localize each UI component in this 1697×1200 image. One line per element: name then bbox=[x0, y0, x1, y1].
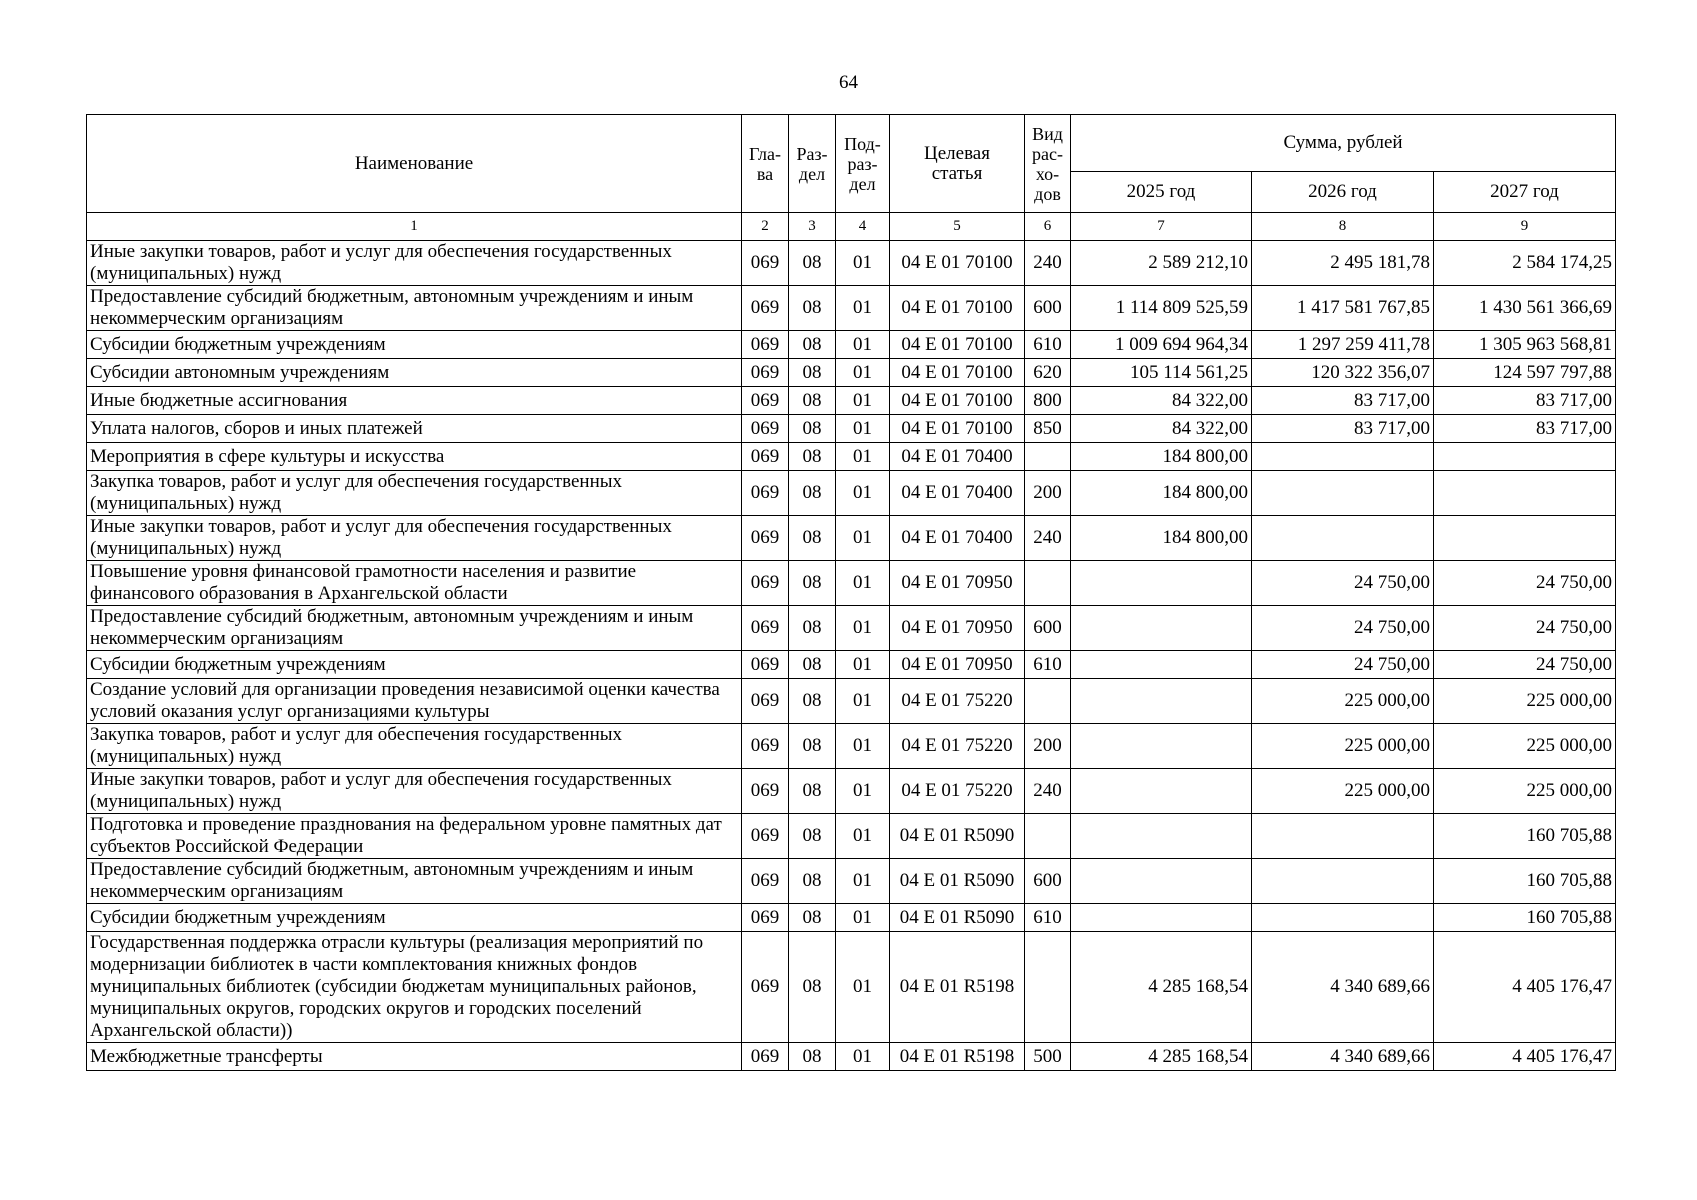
cell-glava: 069 bbox=[742, 516, 789, 561]
cell-amount-2027 bbox=[1434, 516, 1616, 561]
cell-glava: 069 bbox=[742, 387, 789, 415]
cell-podrazdel: 01 bbox=[836, 241, 890, 286]
header-year-2025: 2025 год bbox=[1071, 172, 1252, 213]
cell-razdel: 08 bbox=[789, 241, 836, 286]
header-podrazdel: Под- раз- дел bbox=[836, 115, 890, 213]
cell-amount-2026 bbox=[1252, 904, 1434, 932]
cell-podrazdel: 01 bbox=[836, 359, 890, 387]
cell-celevaya: 04 Е 01 70950 bbox=[890, 561, 1025, 606]
cell-amount-2025 bbox=[1071, 606, 1252, 651]
cell-amount-2025: 184 800,00 bbox=[1071, 516, 1252, 561]
cell-razdel: 08 bbox=[789, 443, 836, 471]
cell-glava: 069 bbox=[742, 814, 789, 859]
cell-podrazdel: 01 bbox=[836, 904, 890, 932]
cell-glava: 069 bbox=[742, 904, 789, 932]
cell-amount-2027: 225 000,00 bbox=[1434, 679, 1616, 724]
table-body bbox=[87, 241, 1616, 1071]
cell-razdel: 08 bbox=[789, 724, 836, 769]
column-number: 8 bbox=[1252, 213, 1434, 241]
cell-name: Подготовка и проведение празднования на федеральном уровне памятных дат субъектов Российской Федерации bbox=[87, 814, 742, 859]
cell-podrazdel: 01 bbox=[836, 415, 890, 443]
table-row bbox=[87, 814, 1616, 859]
cell-amount-2026: 225 000,00 bbox=[1252, 679, 1434, 724]
cell-celevaya: 04 Е 01 70100 bbox=[890, 415, 1025, 443]
cell-vid: 240 bbox=[1025, 769, 1071, 814]
cell-podrazdel: 01 bbox=[836, 286, 890, 331]
cell-glava: 069 bbox=[742, 359, 789, 387]
header-year-2026: 2026 год bbox=[1252, 172, 1434, 213]
cell-amount-2027: 1 305 963 568,81 bbox=[1434, 331, 1616, 359]
cell-amount-2025 bbox=[1071, 769, 1252, 814]
cell-amount-2027: 4 405 176,47 bbox=[1434, 1043, 1616, 1071]
cell-celevaya: 04 Е 01 70400 bbox=[890, 471, 1025, 516]
cell-amount-2026: 24 750,00 bbox=[1252, 606, 1434, 651]
table-row bbox=[87, 387, 1616, 415]
cell-amount-2026 bbox=[1252, 859, 1434, 904]
cell-name: Субсидии бюджетным учреждениям bbox=[87, 331, 742, 359]
cell-name: Предоставление субсидий бюджетным, автономным учреждениям и иным некоммерческим организациям bbox=[87, 286, 742, 331]
cell-vid bbox=[1025, 932, 1071, 1043]
cell-celevaya: 04 Е 01 70950 bbox=[890, 606, 1025, 651]
column-number: 4 bbox=[836, 213, 890, 241]
cell-celevaya: 04 Е 01 70100 bbox=[890, 331, 1025, 359]
cell-celevaya: 04 Е 01 70400 bbox=[890, 443, 1025, 471]
cell-glava: 069 bbox=[742, 415, 789, 443]
column-number: 2 bbox=[742, 213, 789, 241]
table-row bbox=[87, 471, 1616, 516]
cell-vid bbox=[1025, 679, 1071, 724]
cell-amount-2026 bbox=[1252, 516, 1434, 561]
cell-glava: 069 bbox=[742, 651, 789, 679]
cell-podrazdel: 01 bbox=[836, 471, 890, 516]
column-number: 1 bbox=[87, 213, 742, 241]
cell-amount-2025 bbox=[1071, 561, 1252, 606]
cell-amount-2027: 1 430 561 366,69 bbox=[1434, 286, 1616, 331]
cell-name: Государственная поддержка отрасли культуры (реализация мероприятий по модернизации библиотек в части комплектования книжных фондов муниципальных библиотек (субсидии бюджетам муниципальных районов, муниципальных округов, городских округов и городских поселений Архангельской области)) bbox=[87, 932, 742, 1043]
column-number: 3 bbox=[789, 213, 836, 241]
cell-amount-2026: 1 297 259 411,78 bbox=[1252, 331, 1434, 359]
cell-name: Закупка товаров, работ и услуг для обеспечения государственных (муниципальных) нужд bbox=[87, 471, 742, 516]
column-number-row bbox=[87, 213, 1616, 241]
cell-amount-2026: 24 750,00 bbox=[1252, 651, 1434, 679]
cell-amount-2026 bbox=[1252, 814, 1434, 859]
budget-table bbox=[86, 114, 1616, 1071]
cell-amount-2027: 24 750,00 bbox=[1434, 561, 1616, 606]
cell-razdel: 08 bbox=[789, 606, 836, 651]
table-row bbox=[87, 904, 1616, 932]
table-row bbox=[87, 679, 1616, 724]
cell-glava: 069 bbox=[742, 932, 789, 1043]
header-celevaya: Целевая статья bbox=[890, 115, 1025, 213]
cell-amount-2026: 120 322 356,07 bbox=[1252, 359, 1434, 387]
header-year-2027: 2027 год bbox=[1434, 172, 1616, 213]
cell-vid bbox=[1025, 814, 1071, 859]
cell-vid: 620 bbox=[1025, 359, 1071, 387]
cell-amount-2025: 2 589 212,10 bbox=[1071, 241, 1252, 286]
cell-amount-2027: 83 717,00 bbox=[1434, 415, 1616, 443]
header-glava: Гла- ва bbox=[742, 115, 789, 213]
cell-vid: 610 bbox=[1025, 904, 1071, 932]
cell-razdel: 08 bbox=[789, 932, 836, 1043]
cell-amount-2025: 84 322,00 bbox=[1071, 387, 1252, 415]
cell-razdel: 08 bbox=[789, 904, 836, 932]
table-row bbox=[87, 415, 1616, 443]
cell-amount-2027: 83 717,00 bbox=[1434, 387, 1616, 415]
cell-podrazdel: 01 bbox=[836, 932, 890, 1043]
cell-name: Иные закупки товаров, работ и услуг для обеспечения государственных (муниципальных) нужд bbox=[87, 516, 742, 561]
cell-vid: 200 bbox=[1025, 471, 1071, 516]
cell-vid bbox=[1025, 561, 1071, 606]
cell-razdel: 08 bbox=[789, 415, 836, 443]
cell-glava: 069 bbox=[742, 286, 789, 331]
cell-glava: 069 bbox=[742, 443, 789, 471]
cell-amount-2026: 4 340 689,66 bbox=[1252, 1043, 1434, 1071]
cell-razdel: 08 bbox=[789, 651, 836, 679]
cell-celevaya: 04 Е 01 70400 bbox=[890, 516, 1025, 561]
header-vid: Вид рас- хо- дов bbox=[1025, 115, 1071, 213]
cell-amount-2025: 105 114 561,25 bbox=[1071, 359, 1252, 387]
cell-amount-2027: 2 584 174,25 bbox=[1434, 241, 1616, 286]
cell-amount-2026 bbox=[1252, 471, 1434, 516]
cell-amount-2026 bbox=[1252, 443, 1434, 471]
cell-glava: 069 bbox=[742, 241, 789, 286]
cell-vid: 600 bbox=[1025, 606, 1071, 651]
cell-celevaya: 04 Е 01 R5198 bbox=[890, 1043, 1025, 1071]
cell-podrazdel: 01 bbox=[836, 1043, 890, 1071]
cell-celevaya: 04 Е 01 75220 bbox=[890, 769, 1025, 814]
cell-celevaya: 04 Е 01 R5090 bbox=[890, 814, 1025, 859]
table-row bbox=[87, 443, 1616, 471]
cell-name: Иные закупки товаров, работ и услуг для обеспечения государственных (муниципальных) нужд bbox=[87, 241, 742, 286]
column-number: 7 bbox=[1071, 213, 1252, 241]
cell-podrazdel: 01 bbox=[836, 724, 890, 769]
cell-glava: 069 bbox=[742, 331, 789, 359]
table-row bbox=[87, 932, 1616, 1043]
cell-name: Субсидии бюджетным учреждениям bbox=[87, 651, 742, 679]
cell-amount-2025: 4 285 168,54 bbox=[1071, 1043, 1252, 1071]
cell-celevaya: 04 Е 01 70100 bbox=[890, 241, 1025, 286]
cell-amount-2025 bbox=[1071, 679, 1252, 724]
cell-razdel: 08 bbox=[789, 516, 836, 561]
cell-amount-2025: 4 285 168,54 bbox=[1071, 932, 1252, 1043]
page-number: 64 bbox=[839, 72, 858, 93]
cell-amount-2026: 83 717,00 bbox=[1252, 387, 1434, 415]
cell-name: Предоставление субсидий бюджетным, автономным учреждениям и иным некоммерческим организациям bbox=[87, 606, 742, 651]
cell-name: Повышение уровня финансовой грамотности населения и развитие финансового образования в Архангельской области bbox=[87, 561, 742, 606]
cell-glava: 069 bbox=[742, 1043, 789, 1071]
cell-podrazdel: 01 bbox=[836, 679, 890, 724]
cell-name: Мероприятия в сфере культуры и искусства bbox=[87, 443, 742, 471]
cell-vid: 610 bbox=[1025, 651, 1071, 679]
cell-celevaya: 04 Е 01 R5090 bbox=[890, 904, 1025, 932]
cell-razdel: 08 bbox=[789, 387, 836, 415]
cell-vid: 240 bbox=[1025, 241, 1071, 286]
cell-podrazdel: 01 bbox=[836, 561, 890, 606]
header-name: Наименование bbox=[87, 115, 742, 213]
cell-podrazdel: 01 bbox=[836, 651, 890, 679]
cell-amount-2025 bbox=[1071, 651, 1252, 679]
cell-celevaya: 04 Е 01 70100 bbox=[890, 387, 1025, 415]
cell-name: Иные бюджетные ассигнования bbox=[87, 387, 742, 415]
cell-celevaya: 04 Е 01 R5090 bbox=[890, 859, 1025, 904]
cell-glava: 069 bbox=[742, 859, 789, 904]
table-row bbox=[87, 859, 1616, 904]
cell-amount-2025: 184 800,00 bbox=[1071, 471, 1252, 516]
cell-razdel: 08 bbox=[789, 331, 836, 359]
cell-amount-2026: 4 340 689,66 bbox=[1252, 932, 1434, 1043]
cell-glava: 069 bbox=[742, 561, 789, 606]
cell-amount-2025: 84 322,00 bbox=[1071, 415, 1252, 443]
cell-name: Межбюджетные трансферты bbox=[87, 1043, 742, 1071]
cell-podrazdel: 01 bbox=[836, 769, 890, 814]
table-row bbox=[87, 516, 1616, 561]
cell-celevaya: 04 Е 01 70100 bbox=[890, 286, 1025, 331]
table-row bbox=[87, 286, 1616, 331]
column-number: 5 bbox=[890, 213, 1025, 241]
cell-celevaya: 04 Е 01 70950 bbox=[890, 651, 1025, 679]
cell-amount-2025 bbox=[1071, 814, 1252, 859]
table-row bbox=[87, 359, 1616, 387]
cell-amount-2027: 225 000,00 bbox=[1434, 724, 1616, 769]
cell-amount-2027: 24 750,00 bbox=[1434, 651, 1616, 679]
cell-amount-2027 bbox=[1434, 471, 1616, 516]
cell-amount-2027: 4 405 176,47 bbox=[1434, 932, 1616, 1043]
cell-amount-2025: 184 800,00 bbox=[1071, 443, 1252, 471]
table-row bbox=[87, 561, 1616, 606]
cell-razdel: 08 bbox=[789, 286, 836, 331]
cell-name: Субсидии бюджетным учреждениям bbox=[87, 904, 742, 932]
cell-vid: 600 bbox=[1025, 286, 1071, 331]
cell-amount-2026: 83 717,00 bbox=[1252, 415, 1434, 443]
cell-name: Создание условий для организации проведения независимой оценки качества условий оказания услуг организациями культуры bbox=[87, 679, 742, 724]
cell-vid: 610 bbox=[1025, 331, 1071, 359]
cell-amount-2025 bbox=[1071, 904, 1252, 932]
table-row bbox=[87, 606, 1616, 651]
cell-name: Иные закупки товаров, работ и услуг для обеспечения государственных (муниципальных) нужд bbox=[87, 769, 742, 814]
cell-name: Субсидии автономным учреждениям bbox=[87, 359, 742, 387]
cell-razdel: 08 bbox=[789, 359, 836, 387]
column-number: 6 bbox=[1025, 213, 1071, 241]
cell-glava: 069 bbox=[742, 769, 789, 814]
cell-amount-2026: 1 417 581 767,85 bbox=[1252, 286, 1434, 331]
cell-podrazdel: 01 bbox=[836, 331, 890, 359]
cell-glava: 069 bbox=[742, 606, 789, 651]
cell-razdel: 08 bbox=[789, 769, 836, 814]
cell-celevaya: 04 Е 01 75220 bbox=[890, 724, 1025, 769]
cell-amount-2027: 160 705,88 bbox=[1434, 814, 1616, 859]
cell-glava: 069 bbox=[742, 724, 789, 769]
cell-podrazdel: 01 bbox=[836, 387, 890, 415]
cell-podrazdel: 01 bbox=[836, 814, 890, 859]
cell-amount-2027: 24 750,00 bbox=[1434, 606, 1616, 651]
cell-razdel: 08 bbox=[789, 561, 836, 606]
cell-razdel: 08 bbox=[789, 814, 836, 859]
cell-amount-2027: 124 597 797,88 bbox=[1434, 359, 1616, 387]
cell-podrazdel: 01 bbox=[836, 516, 890, 561]
cell-amount-2025 bbox=[1071, 859, 1252, 904]
cell-razdel: 08 bbox=[789, 471, 836, 516]
cell-podrazdel: 01 bbox=[836, 859, 890, 904]
cell-amount-2027: 225 000,00 bbox=[1434, 769, 1616, 814]
cell-name: Закупка товаров, работ и услуг для обеспечения государственных (муниципальных) нужд bbox=[87, 724, 742, 769]
cell-amount-2027: 160 705,88 bbox=[1434, 904, 1616, 932]
cell-amount-2027: 160 705,88 bbox=[1434, 859, 1616, 904]
cell-name: Предоставление субсидий бюджетным, автономным учреждениям и иным некоммерческим организациям bbox=[87, 859, 742, 904]
column-number: 9 bbox=[1434, 213, 1616, 241]
cell-vid: 600 bbox=[1025, 859, 1071, 904]
table-row bbox=[87, 1043, 1616, 1071]
table-row bbox=[87, 651, 1616, 679]
cell-razdel: 08 bbox=[789, 679, 836, 724]
cell-razdel: 08 bbox=[789, 1043, 836, 1071]
cell-vid: 200 bbox=[1025, 724, 1071, 769]
cell-razdel: 08 bbox=[789, 859, 836, 904]
cell-vid: 500 bbox=[1025, 1043, 1071, 1071]
cell-vid: 850 bbox=[1025, 415, 1071, 443]
cell-celevaya: 04 Е 01 70100 bbox=[890, 359, 1025, 387]
header-summa: Сумма, рублей bbox=[1071, 115, 1616, 172]
cell-amount-2025 bbox=[1071, 724, 1252, 769]
cell-vid: 800 bbox=[1025, 387, 1071, 415]
cell-celevaya: 04 Е 01 75220 bbox=[890, 679, 1025, 724]
table-row bbox=[87, 724, 1616, 769]
cell-glava: 069 bbox=[742, 679, 789, 724]
cell-celevaya: 04 Е 01 R5198 bbox=[890, 932, 1025, 1043]
cell-glava: 069 bbox=[742, 471, 789, 516]
cell-podrazdel: 01 bbox=[836, 443, 890, 471]
cell-amount-2026: 225 000,00 bbox=[1252, 769, 1434, 814]
cell-amount-2026: 24 750,00 bbox=[1252, 561, 1434, 606]
cell-amount-2026: 2 495 181,78 bbox=[1252, 241, 1434, 286]
cell-vid bbox=[1025, 443, 1071, 471]
cell-amount-2025: 1 009 694 964,34 bbox=[1071, 331, 1252, 359]
cell-podrazdel: 01 bbox=[836, 606, 890, 651]
header-razdel: Раз- дел bbox=[789, 115, 836, 213]
cell-vid: 240 bbox=[1025, 516, 1071, 561]
table-row bbox=[87, 241, 1616, 286]
cell-amount-2027 bbox=[1434, 443, 1616, 471]
cell-name: Уплата налогов, сборов и иных платежей bbox=[87, 415, 742, 443]
table-row bbox=[87, 769, 1616, 814]
cell-amount-2026: 225 000,00 bbox=[1252, 724, 1434, 769]
table-row bbox=[87, 331, 1616, 359]
cell-amount-2025: 1 114 809 525,59 bbox=[1071, 286, 1252, 331]
